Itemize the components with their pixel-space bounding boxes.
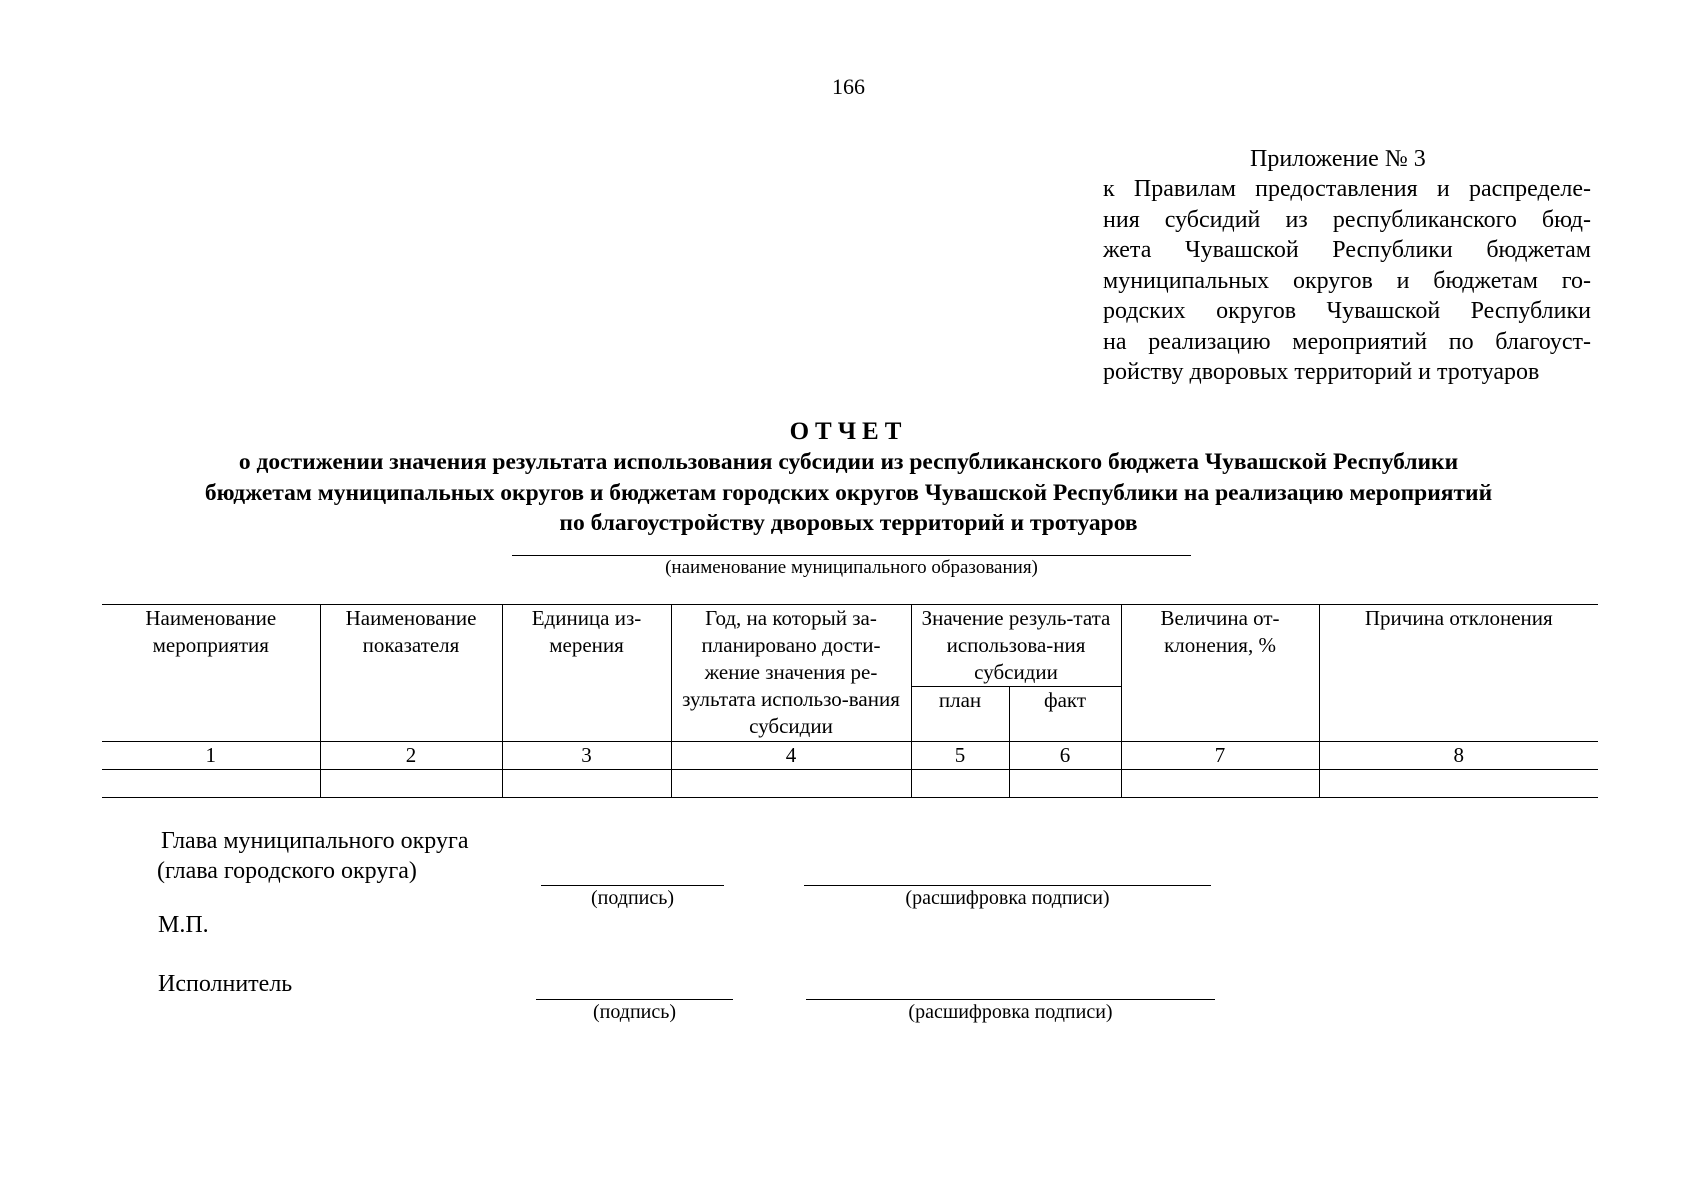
header-reason: Причина отклонения <box>1319 605 1598 742</box>
head-signature-line[interactable] <box>541 885 724 886</box>
column-number: 2 <box>320 742 502 770</box>
header-result-value: Значение резуль-тата использова-ния субсидии <box>911 605 1121 687</box>
head-decoding-caption: (расшифровка подписи) <box>905 887 1110 909</box>
municipality-name-line <box>512 555 1191 556</box>
appendix-title: Приложение № 3 <box>1250 146 1426 172</box>
header-activity: Наименование мероприятия <box>102 605 320 742</box>
appendix-line: родских округов Чувашской Республики <box>1103 298 1591 324</box>
table-cell[interactable] <box>671 770 911 798</box>
report-subtitle <box>0 447 1697 539</box>
executor-decoding-line[interactable] <box>806 999 1215 1000</box>
executor-signature-line[interactable] <box>536 999 733 1000</box>
table-cell[interactable] <box>1319 770 1598 798</box>
head-title-line1: Глава муниципального округа <box>161 828 469 854</box>
column-number: 3 <box>502 742 671 770</box>
column-number: 7 <box>1121 742 1319 770</box>
executor-label: Исполнитель <box>158 971 293 997</box>
header-plan: план <box>911 687 1009 742</box>
page-number: 166 <box>832 74 865 99</box>
appendix-line: жета Чувашской Республики бюджетам <box>1103 237 1591 263</box>
executor-signature-caption: (подпись) <box>592 1001 677 1023</box>
head-signature-caption: (подпись) <box>590 887 675 909</box>
header-indicator: Наименование показателя <box>320 605 502 742</box>
table-cell[interactable] <box>1121 770 1319 798</box>
column-number: 4 <box>671 742 911 770</box>
table-cell[interactable] <box>102 770 320 798</box>
municipality-caption: (наименование муниципального образования) <box>665 557 1038 578</box>
table-cell[interactable] <box>502 770 671 798</box>
column-number: 8 <box>1319 742 1598 770</box>
column-number: 6 <box>1009 742 1121 770</box>
appendix-line: на реализацию мероприятий по благоуст- <box>1103 328 1591 355</box>
appendix-line: ройству дворовых территорий и тротуаров <box>1103 359 1540 385</box>
header-year: Год, на который за-планировано дости-жение значения ре-зультата использо-вания субсидии <box>671 605 911 742</box>
head-title-line2: (глава городского округа) <box>157 858 417 884</box>
table-cell[interactable] <box>911 770 1009 798</box>
report-table <box>102 604 1598 798</box>
executor-decoding-caption: (расшифровка подписи) <box>908 1001 1113 1023</box>
report-subtitle-line: бюджетам муниципальных округов и бюджетам городских округов Чувашской Республики на реализацию мероприятий <box>204 479 1493 506</box>
header-unit: Единица из-мерения <box>502 605 671 742</box>
table-cell[interactable] <box>320 770 502 798</box>
appendix-line: муниципальных округов и бюджетам го- <box>1103 267 1591 294</box>
header-deviation: Величина от-клонения, % <box>1121 605 1319 742</box>
appendix-line: ния субсидий из республиканского бюд- <box>1103 206 1591 233</box>
report-subtitle-line: о достижении значения результата использования субсидии из республиканского бюджета Чувашской Республики <box>238 449 1459 475</box>
column-number: 5 <box>911 742 1009 770</box>
stamp-label: М.П. <box>158 912 209 938</box>
column-number: 1 <box>102 742 320 770</box>
table-cell[interactable] <box>1009 770 1121 798</box>
appendix-line: к Правилам предоставления и распределе- <box>1103 176 1591 202</box>
appendix-text <box>1103 174 1591 388</box>
report-title: ОТЧЕТ <box>789 418 908 445</box>
head-decoding-line[interactable] <box>804 885 1211 886</box>
header-fact: факт <box>1009 687 1121 742</box>
report-subtitle-line: по благоустройству дворовых территорий и тротуаров <box>559 510 1138 536</box>
